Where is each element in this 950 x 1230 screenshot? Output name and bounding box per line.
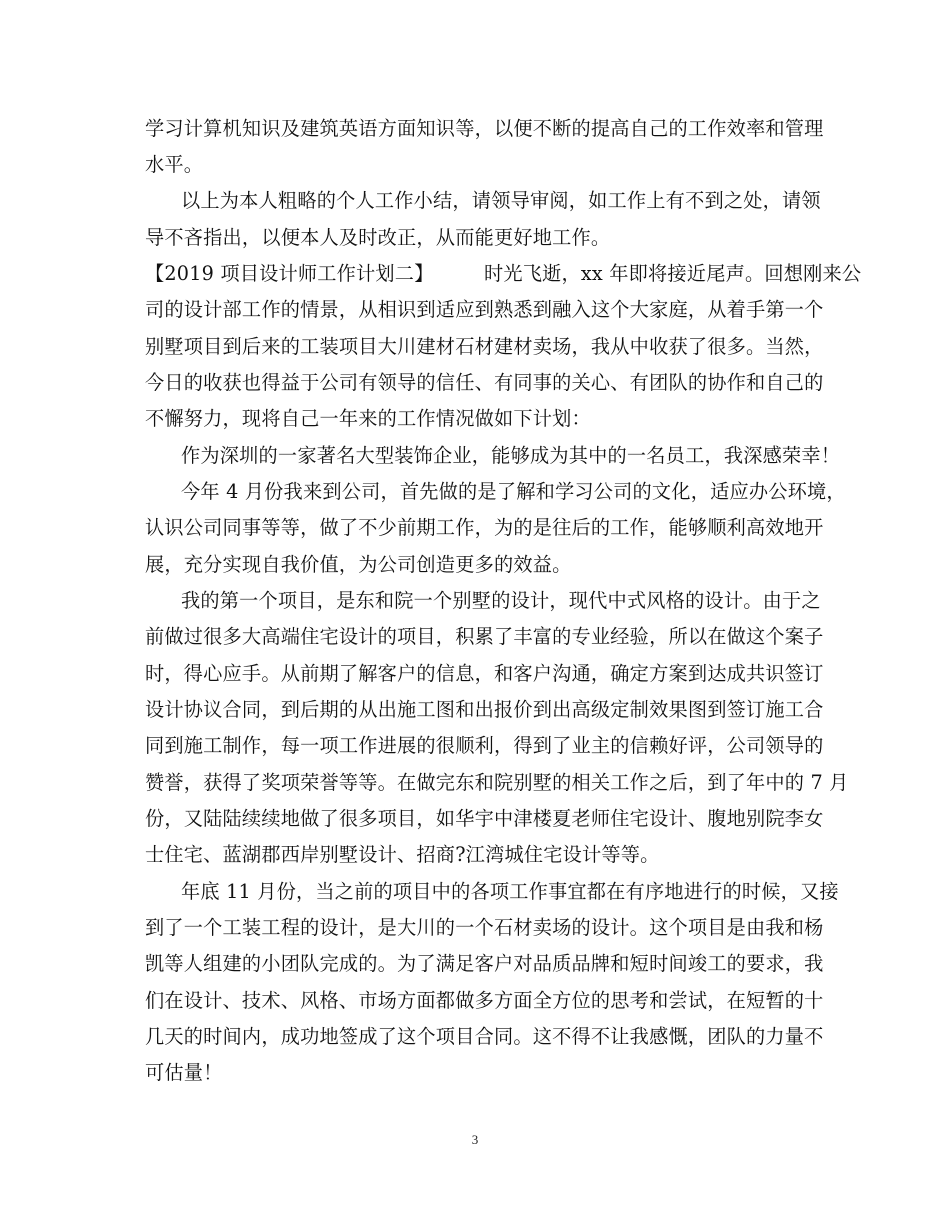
text-line: 别墅项目到后来的工装项目大川建材石材建材卖场，我从中收获了很多。当然， <box>145 335 824 358</box>
text-line: 凯等人组建的小团队完成的。为了满足客户对品质品牌和短时间竣工的要求，我 <box>145 952 824 975</box>
text-line: 学习计算机知识及建筑英语方面知识等，以便不断的提高自己的工作效率和管理 <box>145 117 824 140</box>
text-line: 司的设计部工作的情景，从相识到适应到熟悉到融入这个大家庭，从着手第一个 <box>145 298 824 321</box>
text-line: 导不吝指出，以便本人及时改正，从而能更好地工作。 <box>145 226 611 249</box>
text-line: 份，又陆陆续续地做了很多项目，如华宇中津楼夏老师住宅设计、腹地别院李女 <box>145 807 824 830</box>
text-line: 水平。 <box>145 153 204 176</box>
text-line: 可估量！ <box>145 1061 223 1084</box>
text-line: 们在设计、技术、风格、市场方面都做多方面全方位的思考和尝试，在短暂的十 <box>145 989 824 1012</box>
text-line: 前做过很多大高端住宅设计的项目，积累了丰富的专业经验，所以在做这个案子 <box>145 625 824 648</box>
text-line: 时，得心应手。从前期了解客户的信息，和客户沟通，确定方案到达成共识签订 <box>145 662 824 685</box>
text-line: 今日的收获也得益于公司有领导的信任、有同事的关心、有团队的协作和自己的 <box>145 371 824 394</box>
text-line: 作为深圳的一家著名大型装饰企业，能够成为其中的一名员工，我深感荣幸！ <box>181 444 841 467</box>
text-line: 认识公司同事等等，做了不少前期工作，为的是往后的工作，能够顺利高效地开 <box>145 516 824 539</box>
text-line: 设计协议合同，到后期的从出施工图和出报价到出高级定制效果图到签订施工合 <box>145 698 824 721</box>
text-line: 年底 11 月份，当之前的项目中的各项工作事宜都在有序地进行的时候，又接 <box>181 880 839 903</box>
text-line: 今年 4 月份我来到公司，首先做的是了解和学习公司的文化，适应办公环境， <box>181 480 846 503</box>
text-line: 士住宅、蓝湖郡西岸别墅设计、招商?江湾城住宅设计等等。 <box>145 843 660 866</box>
text-line: 不懈努力，现将自己一年来的工作情况做如下计划： <box>145 407 591 430</box>
text-line: 到了一个工装工程的设计，是大川的一个石材卖场的设计。这个项目是由我和杨 <box>145 916 824 939</box>
text-line: 同到施工制作，每一项工作进展的很顺利，得到了业主的信赖好评，公司领导的 <box>145 734 824 757</box>
text-line: 展，充分实现自我价值，为公司创造更多的效益。 <box>145 553 572 576</box>
text-line: 我的第一个项目，是东和院一个别墅的设计，现代中式风格的设计。由于之 <box>181 589 821 612</box>
text-line: 赞誉，获得了奖项荣誉等等。在做完东和院别墅的相关工作之后，到了年中的 7 月 <box>145 771 849 794</box>
section-heading-line: 【2019 项目设计师工作计划二】 时光飞逝，xx 年即将接近尾声。回想刚来公 <box>145 262 862 285</box>
text-line: 几天的时间内，成功地签成了这个项目合同。这不得不让我感慨，团队的力量不 <box>145 1025 824 1048</box>
text-line: 以上为本人粗略的个人工作小结，请领导审阅，如工作上有不到之处，请领 <box>181 189 821 212</box>
page-number: 3 <box>471 1132 479 1147</box>
